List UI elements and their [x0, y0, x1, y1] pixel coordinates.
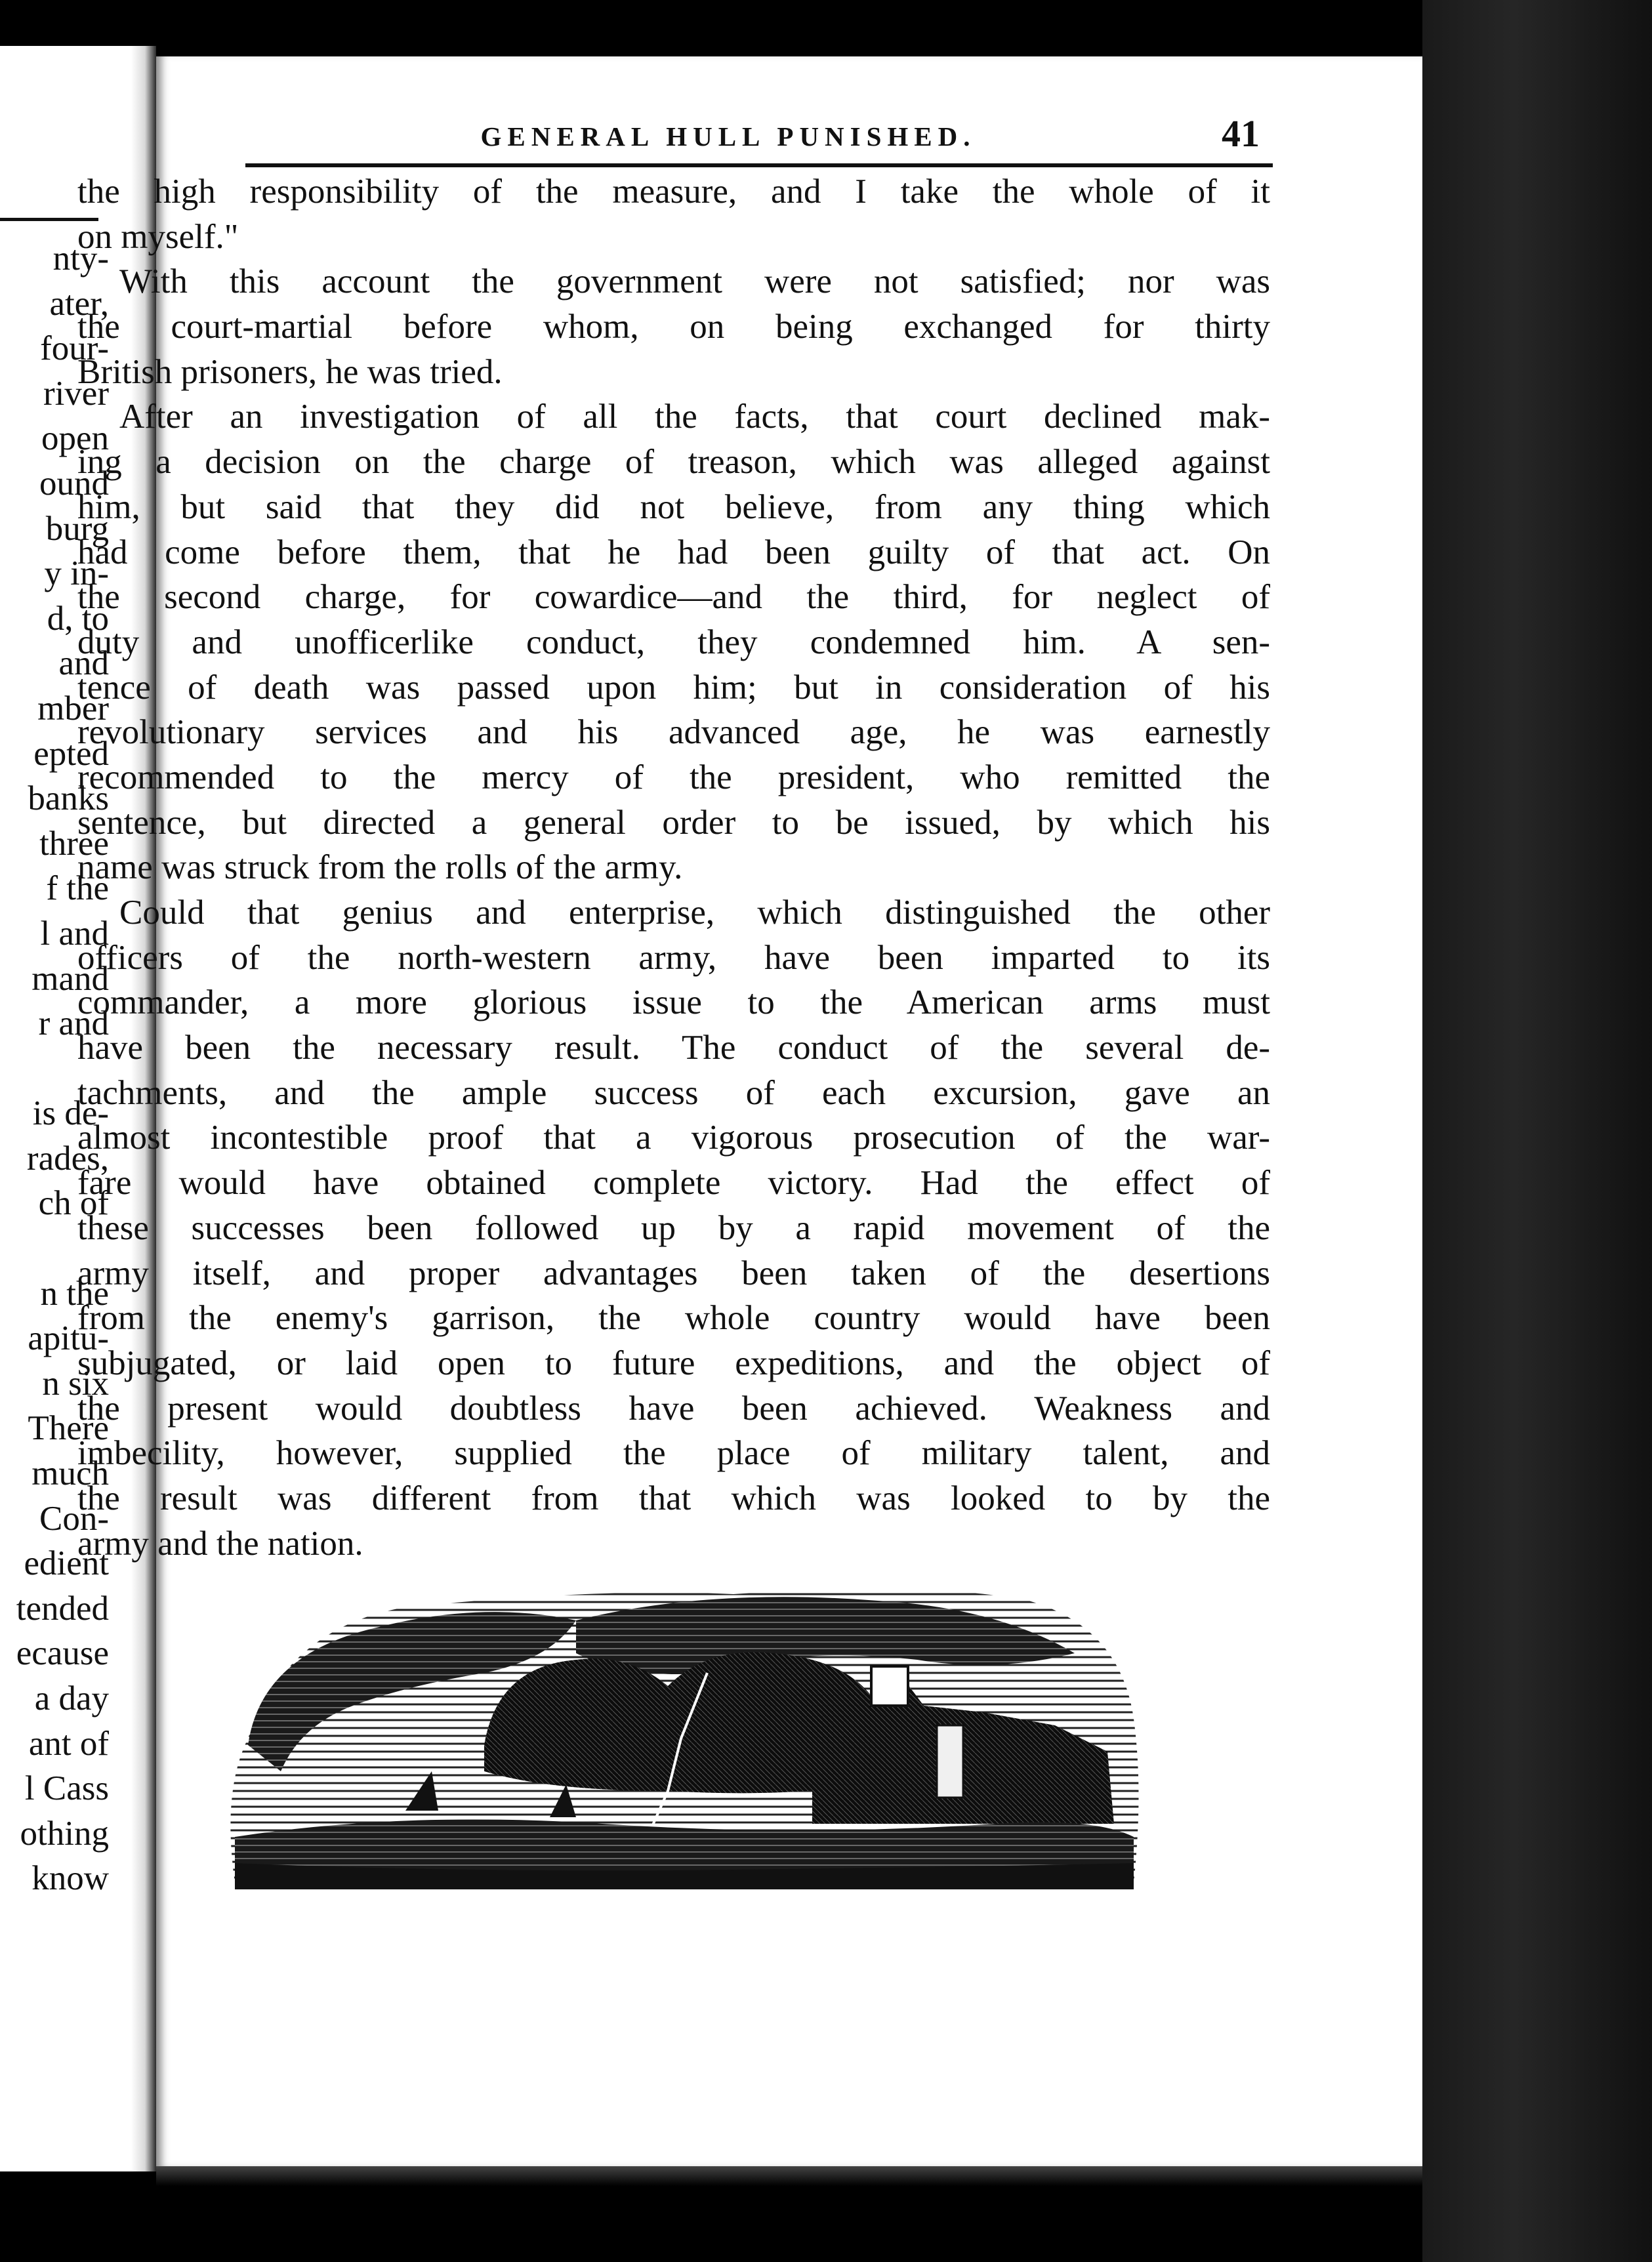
facing-page-line: l Cass	[24, 1769, 109, 1808]
text-line: subjugated, or laid open to future expeditions, and the object of	[77, 1344, 1270, 1382]
text-line: Could that genius and enterprise, which distinguished the other	[119, 894, 1270, 932]
running-head	[223, 113, 1260, 160]
facing-page-line: open	[41, 419, 109, 458]
book-binding-edge	[1422, 0, 1652, 2262]
facing-page-line: mand	[31, 959, 109, 998]
facing-page-line: four-	[40, 329, 109, 368]
facing-page-line: banks	[28, 779, 109, 818]
facing-page-line: ecause	[16, 1634, 109, 1673]
facing-page-line: l and	[40, 914, 109, 953]
facing-page-line: n the	[40, 1274, 109, 1313]
running-head-title: GENERAL HULL PUNISHED.	[480, 121, 976, 152]
text-line: duty and unofficerlike conduct, they condemned him. A sen-	[77, 623, 1270, 661]
text-line: ing a decision on the charge of treason, which was alleged against	[77, 443, 1270, 482]
fort-engraving-illustration	[209, 1574, 1147, 1889]
running-head-rule	[245, 163, 1273, 167]
text-line: the present would doubtless have been achieved. Weakness and	[77, 1389, 1270, 1428]
facing-page-line: burg	[45, 509, 109, 548]
text-line: the high responsibility of the measure, and I take the whole of it	[77, 173, 1270, 211]
facing-page-line: r and	[38, 1004, 109, 1043]
page-number: 41	[1222, 112, 1260, 155]
text-line: With this account the government were not satisfied; nor was	[119, 262, 1270, 301]
text-line: the court-martial before whom, on being exchanged for thirty	[77, 308, 1270, 346]
text-line: sentence, but directed a general order to be issued, by which his	[77, 803, 1270, 842]
text-line: from the enemy's garrison, the whole country would have been	[77, 1299, 1270, 1338]
facing-page-line: a day	[34, 1679, 109, 1717]
facing-page-line: know	[31, 1859, 109, 1898]
text-line: him, but said that they did not believe, from any thing which	[77, 487, 1270, 526]
text-line: imbecility, however, supplied the place of military talent, and	[77, 1434, 1270, 1473]
facing-page-line: three	[39, 824, 109, 863]
text-line: tachments, and the ample success of each excursion, gave an	[77, 1073, 1270, 1112]
facing-page-line: f the	[46, 869, 109, 908]
text-line: army itself, and proper advantages been taken of the desertions	[77, 1254, 1270, 1292]
text-line: British prisoners, he was tried.	[77, 352, 503, 391]
text-line: revolutionary services and his advanced age, he was earnestly	[77, 713, 1270, 752]
text-line: have been the necessary result. The conduct of the several de-	[77, 1029, 1270, 1067]
facing-page-line: edient	[24, 1544, 109, 1583]
facing-page-line: ound	[39, 464, 109, 503]
facing-page-line: tended	[16, 1589, 109, 1628]
facing-page-line: apitu-	[28, 1319, 109, 1358]
text-line: the result was different from that which was looked to by the	[77, 1479, 1270, 1517]
facing-page-line: much	[31, 1454, 109, 1493]
facing-page-line: mber	[37, 689, 109, 728]
facing-page-line: y in-	[44, 554, 109, 593]
text-line: almost incontestible proof that a vigorous prosecution of the war-	[77, 1119, 1270, 1157]
facing-page-line: river	[43, 374, 109, 413]
text-line: the second charge, for cowardice—and the third, for neglect of	[77, 578, 1270, 617]
text-line: recommended to the mercy of the president, who remitted the	[77, 758, 1270, 796]
text-line: fare would have obtained complete victory. Had the effect of	[77, 1164, 1270, 1203]
text-line: officers of the north-western army, have been imparted to its	[77, 938, 1270, 977]
text-line: commander, a more glorious issue to the American arms must	[77, 983, 1270, 1022]
facing-page-line: othing	[20, 1814, 109, 1853]
text-line: army and the nation.	[77, 1524, 363, 1563]
facing-page-line: Con-	[39, 1499, 109, 1538]
facing-page-line: ater,	[49, 284, 109, 323]
facing-page-line: ch of	[38, 1184, 109, 1223]
text-line: had come before them, that he had been guilty of that act. On	[77, 533, 1270, 571]
facing-page-line: There	[28, 1409, 109, 1448]
text-line: tence of death was passed upon him; but in consideration of his	[77, 668, 1270, 707]
text-line: After an investigation of all the facts, that court declined mak-	[119, 398, 1270, 436]
facing-page-line: d, to	[47, 599, 109, 638]
facing-page-line: nty-	[52, 239, 109, 278]
body-text	[77, 169, 1270, 1566]
page-bottom-edge	[156, 2166, 1422, 2186]
facing-page-line: and	[58, 644, 109, 683]
facing-page-line: rades,	[26, 1139, 109, 1178]
facing-page-line: epted	[33, 734, 109, 773]
facing-page-line: ant of	[28, 1724, 109, 1763]
text-line: name was struck from the rolls of the army.	[77, 848, 683, 887]
text-line: on myself."	[77, 217, 239, 256]
facing-page-line: is de-	[32, 1094, 109, 1133]
facing-page-line: n six	[42, 1364, 109, 1403]
text-line: these successes been followed up by a rapid movement of the	[77, 1208, 1270, 1247]
